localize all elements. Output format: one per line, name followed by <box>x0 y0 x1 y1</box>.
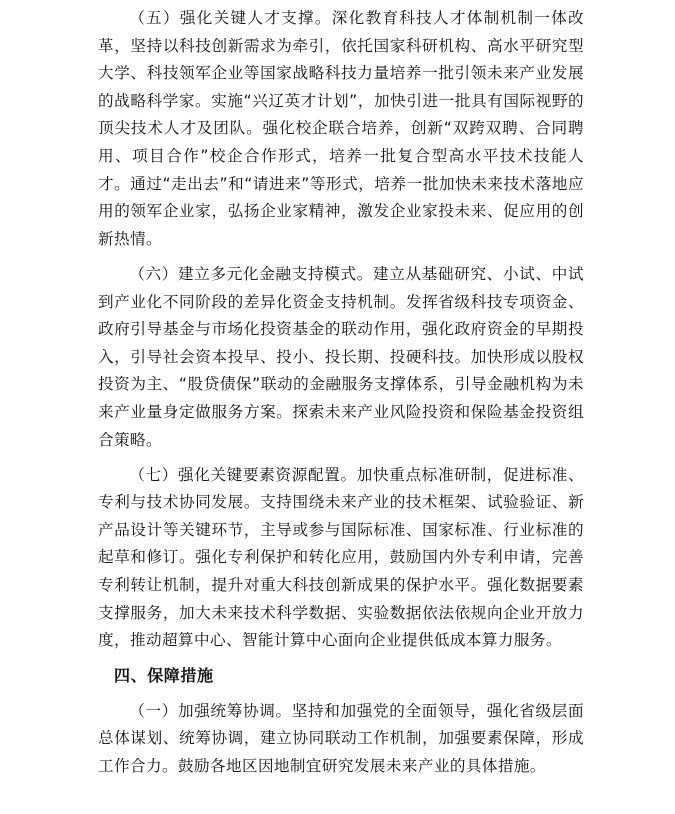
paragraph-coordination: （一）加强统筹协调。坚持和加强党的全面领导，强化省级层面总体谋划、统筹协调，建立协同联动工作机制，加强要素保障，形成工作合力。鼓励各地区因地制宜研究发展未来产业的具体措施。 <box>98 701 584 775</box>
document-body <box>98 5 584 788</box>
section-heading-safeguards: 四、保障措施 <box>114 666 214 686</box>
paragraph-talent-support: （五）强化关键人才支撑。深化教育科技人才体制机制一体改革，坚持以科技创新需求为牵引，依托国家科研机构、高水平研究型大学、科技领军企业等国家战略科技力量培养一批引领未来产业发展的战略科学家。实施“兴辽英才计划”，加快引进一批具有国际视野的顶尖技术人才及团队。强化校企联合培养，创新“双跨双聘、合同聘用、项目合作”校企合作形式，培养一批复合型高水平技术技能人才。通过“走出去”和“请进来”等形式，培养一批加快未来技术落地应用的领军企业家，弘扬企业家精神，激发企业家投未来、促应用的创新热情。 <box>98 9 584 248</box>
paragraph-resource-allocation: （七）强化关键要素资源配置。加快重点标准研制，促进标准、专利与技术协同发展。支持围绕未来产业的技术框架、试验验证、新产品设计等关键环节，主导或参与国际标准、国家标准、行业标准的起草和修订。强化专利保护和转化应用，鼓励国内外专利申请，完善专利转让机制，提升对重大科技创新成果的保护水平。强化数据要素支撑服务，加大未来技术科学数据、实验数据依法依规向企业开放力度，推动超算中心、智能计算中心面向企业提供低成本算力服务。 <box>98 465 584 650</box>
paragraph-financial-support: （六）建立多元化金融支持模式。建立从基础研究、小试、中试到产业化不同阶段的差异化资金支持机制。发挥省级科技专项资金、政府引导基金与市场化投资基金的联动作用，强化政府资金的早期投入，引导社会资本投早、投小、投长期、投硬科技。加快形成以股权投资为主、“股贷债保”联动的金融服务支撑体系，引导金融机构为未来产业量身定做服务方案。探索未来产业风险投资和保险基金投资组合策略。 <box>98 264 584 449</box>
